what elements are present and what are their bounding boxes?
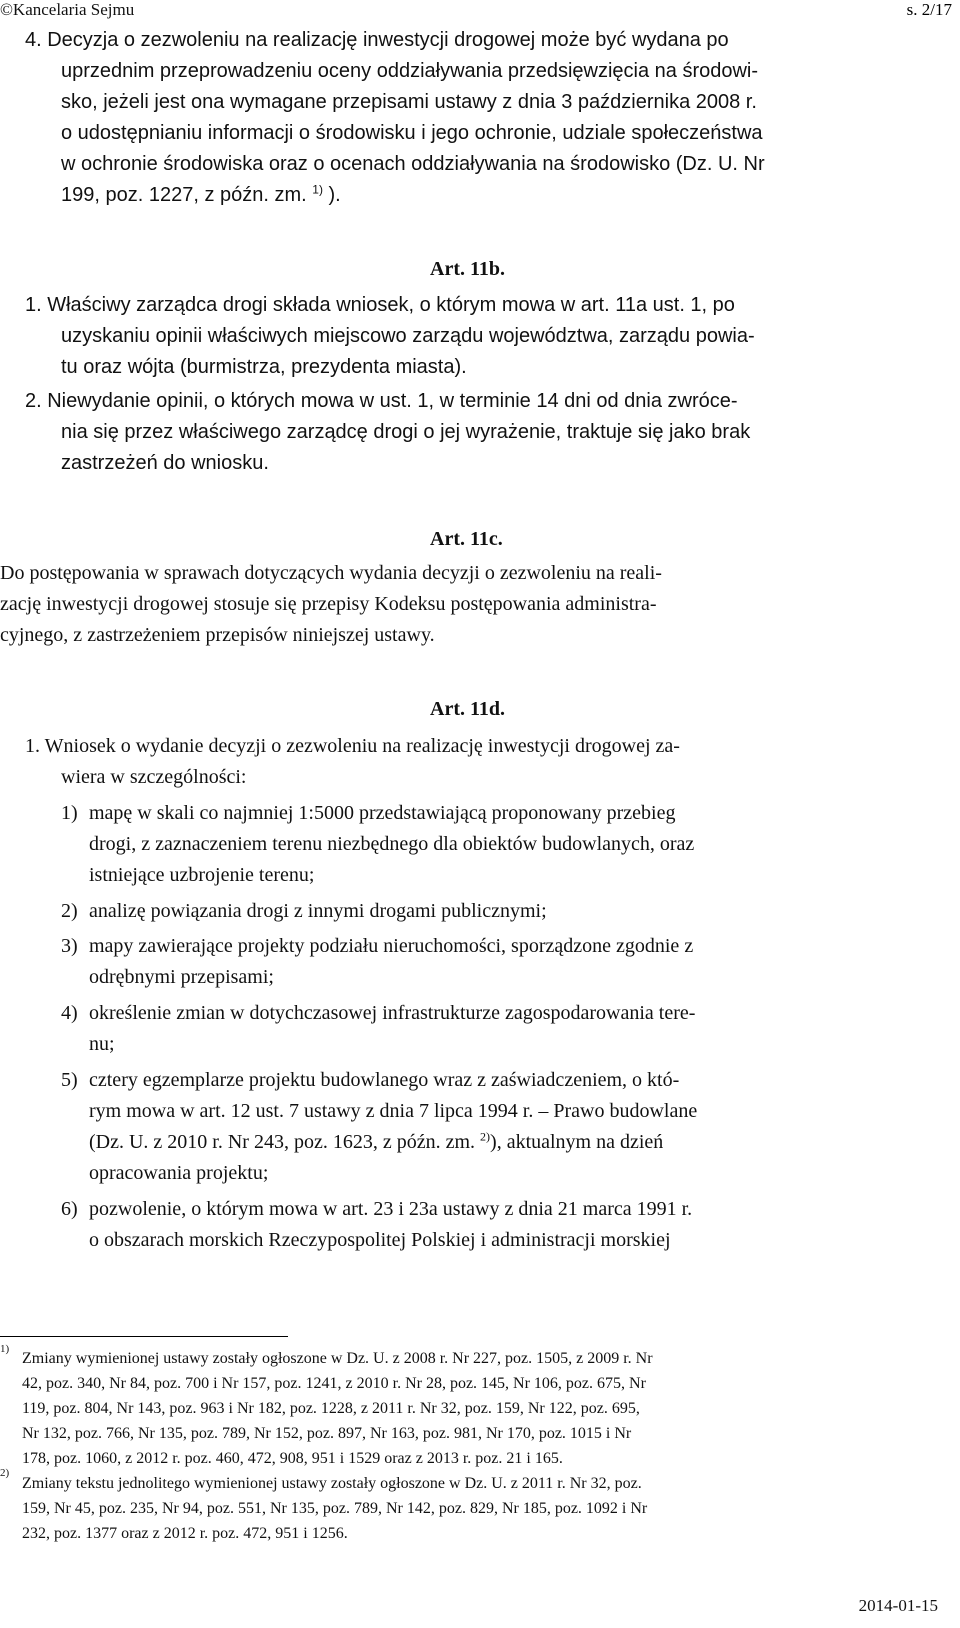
art11b-p1-line-1: 1. Właściwy zarządca drogi składa wniosek, o którym mowa w art. 11a ust. 1, po	[25, 294, 735, 316]
footnote-separator	[0, 1336, 288, 1337]
item-1-line-1: mapę w skali co najmniej 1:5000 przedstawiającą proponowany przebieg	[89, 802, 676, 824]
footnote-1-line-3: 119, poz. 804, Nr 143, poz. 963 i Nr 182, poz. 1228, z 2011 r. Nr 32, poz. 159, Nr 122, poz. 695,	[22, 1400, 640, 1417]
art-11b-heading: Art. 11b.	[430, 258, 505, 280]
item-6-number: 6)	[61, 1198, 78, 1220]
art11c-line-1: Do postępowania w sprawach dotyczących wydania decyzji o zezwoleniu na reali-	[0, 562, 662, 584]
item-5-line-2: rym mowa w art. 12 ust. 7 ustawy z dnia 7 lipca 1994 r. – Prawo budowlane	[89, 1100, 698, 1122]
item-2-number: 2)	[61, 900, 78, 922]
item-5-line-1: cztery egzemplarze projektu budowlanego wraz z zaświadczeniem, o któ-	[89, 1069, 680, 1091]
art11d-intro-line-1: 1. Wniosek o wydanie decyzji o zezwoleniu na realizację inwestycji drogowej za-	[25, 735, 680, 757]
para4-line-6-tail: ).	[328, 184, 341, 206]
art11b-p1-line-3: tu oraz wójta (burmistrza, prezydenta miasta).	[61, 356, 467, 378]
para4-line-2: uprzednim przeprowadzeniu oceny oddziaływania przedsięwzięcia na środowi-	[61, 60, 759, 82]
footnote-2-line-1: Zmiany tekstu jednolitego wymienionej ustawy zostały ogłoszone w Dz. U. z 2011 r. Nr 32, poz.	[22, 1475, 642, 1492]
art11b-p1-line-2: uzyskaniu opinii właściwych miejscowo zarządu województwa, zarządu powia-	[61, 325, 755, 347]
item-4-line-2: nu;	[89, 1033, 115, 1055]
footnote-2-line-3: 232, poz. 1377 oraz z 2012 r. poz. 472, 951 i 1256.	[22, 1525, 348, 1542]
item-5-line-4: opracowania projektu;	[89, 1162, 269, 1184]
item-4-number: 4)	[61, 1002, 78, 1024]
item-1-line-2: drogi, z zaznaczeniem terenu niezbędnego dla obiektów budowlanych, oraz	[89, 833, 695, 855]
item-1-line-3: istniejące uzbrojenie terenu;	[89, 864, 315, 886]
footnote-1-line-1: Zmiany wymienionej ustawy zostały ogłoszone w Dz. U. z 2008 r. Nr 227, poz. 1505, z 2009 r. Nr	[22, 1350, 653, 1367]
item-5-line-3	[89, 1127, 663, 1158]
item-6-line-2: o obszarach morskich Rzeczypospolitej Polskiej i administracji morskiej	[89, 1229, 671, 1251]
art-11d-heading: Art. 11d.	[430, 698, 505, 720]
item-5-number: 5)	[61, 1069, 78, 1091]
item-3-line-1: mapy zawierające projekty podziału nieruchomości, sporządzone zgodnie z	[89, 935, 694, 957]
item-3-number: 3)	[61, 935, 78, 957]
item-1-number: 1)	[61, 802, 78, 824]
footnote-2-line-2: 159, Nr 45, poz. 235, Nr 94, poz. 551, Nr 135, poz. 789, Nr 142, poz. 829, Nr 185, poz. 1092 i Nr	[22, 1500, 648, 1517]
para4-line-3: sko, jeżeli jest ona wymagane przepisami ustawy z dnia 3 października 2008 r.	[61, 91, 757, 113]
para4-line-6-text: 199, poz. 1227, z późn. zm.	[61, 184, 307, 206]
art11c-line-2: zację inwestycji drogowej stosuje się przepisy Kodeksu postępowania administra-	[0, 593, 657, 615]
para4-line-6	[61, 180, 341, 211]
item-5-line-3-text: (Dz. U. z 2010 r. Nr 243, poz. 1623, z późn. zm.	[89, 1131, 476, 1153]
item-2-line-1: analizę powiązania drogi z innymi drogami publicznymi;	[89, 900, 547, 922]
art11d-intro-line-2: wiera w szczególności:	[61, 766, 247, 788]
item-5-line-3-tail: ), aktualnym na dzień	[490, 1131, 664, 1153]
item-4-line-1: określenie zmian w dotychczasowej infrastrukturze zagospodarowania tere-	[89, 1002, 696, 1024]
item-6-line-1: pozwolenie, o którym mowa w art. 23 i 23a ustawy z dnia 21 marca 1991 r.	[89, 1198, 693, 1220]
art-11c-heading: Art. 11c.	[430, 528, 503, 550]
footnote-1-line-4: Nr 132, poz. 766, Nr 135, poz. 789, Nr 152, poz. 897, Nr 163, poz. 981, Nr 170, poz. 1015 i Nr	[22, 1425, 632, 1442]
footnote-1-line-5: 178, poz. 1060, z 2012 r. poz. 460, 472, 908, 951 i 1529 oraz z 2013 r. poz. 21 i 165.	[22, 1450, 563, 1467]
art11c-line-3: cyjnego, z zastrzeżeniem przepisów niniejszej ustawy.	[0, 624, 435, 646]
footnote-1-line-2: 42, poz. 340, Nr 84, poz. 700 i Nr 157, poz. 1241, z 2010 r. Nr 28, poz. 145, Nr 106, poz. 675, Nr	[22, 1375, 646, 1392]
footnote-1-mark: 1)	[0, 1343, 10, 1355]
item-3-line-2: odrębnymi przepisami;	[89, 966, 274, 988]
page-number: s. 2/17	[906, 0, 952, 19]
footnote-ref-2[interactable]: 2)	[480, 1129, 491, 1144]
footnote-ref-1[interactable]: 1)	[312, 182, 323, 197]
header-copyright: ©Kancelaria Sejmu	[0, 0, 135, 19]
para4-line-4: o udostępnianiu informacji o środowisku i jego ochronie, udziale społeczeństwa	[61, 122, 763, 144]
footer-date: 2014-01-15	[858, 1596, 938, 1615]
footnote-2-mark: 2)	[0, 1467, 10, 1479]
art11b-p2-line-3: zastrzeżeń do wniosku.	[61, 452, 269, 474]
art11b-p2-line-2: nia się przez właściwego zarządcę drogi o jej wyrażenie, traktuje się jako brak	[61, 421, 751, 443]
para4-line-1: 4. Decyzja o zezwoleniu na realizację inwestycji drogowej może być wydana po	[25, 29, 729, 51]
para4-line-5: w ochronie środowiska oraz o ocenach oddziaływania na środowisko (Dz. U. Nr	[61, 153, 765, 175]
art11b-p2-line-1: 2. Niewydanie opinii, o których mowa w ust. 1, w terminie 14 dni od dnia zwróce-	[25, 390, 738, 412]
